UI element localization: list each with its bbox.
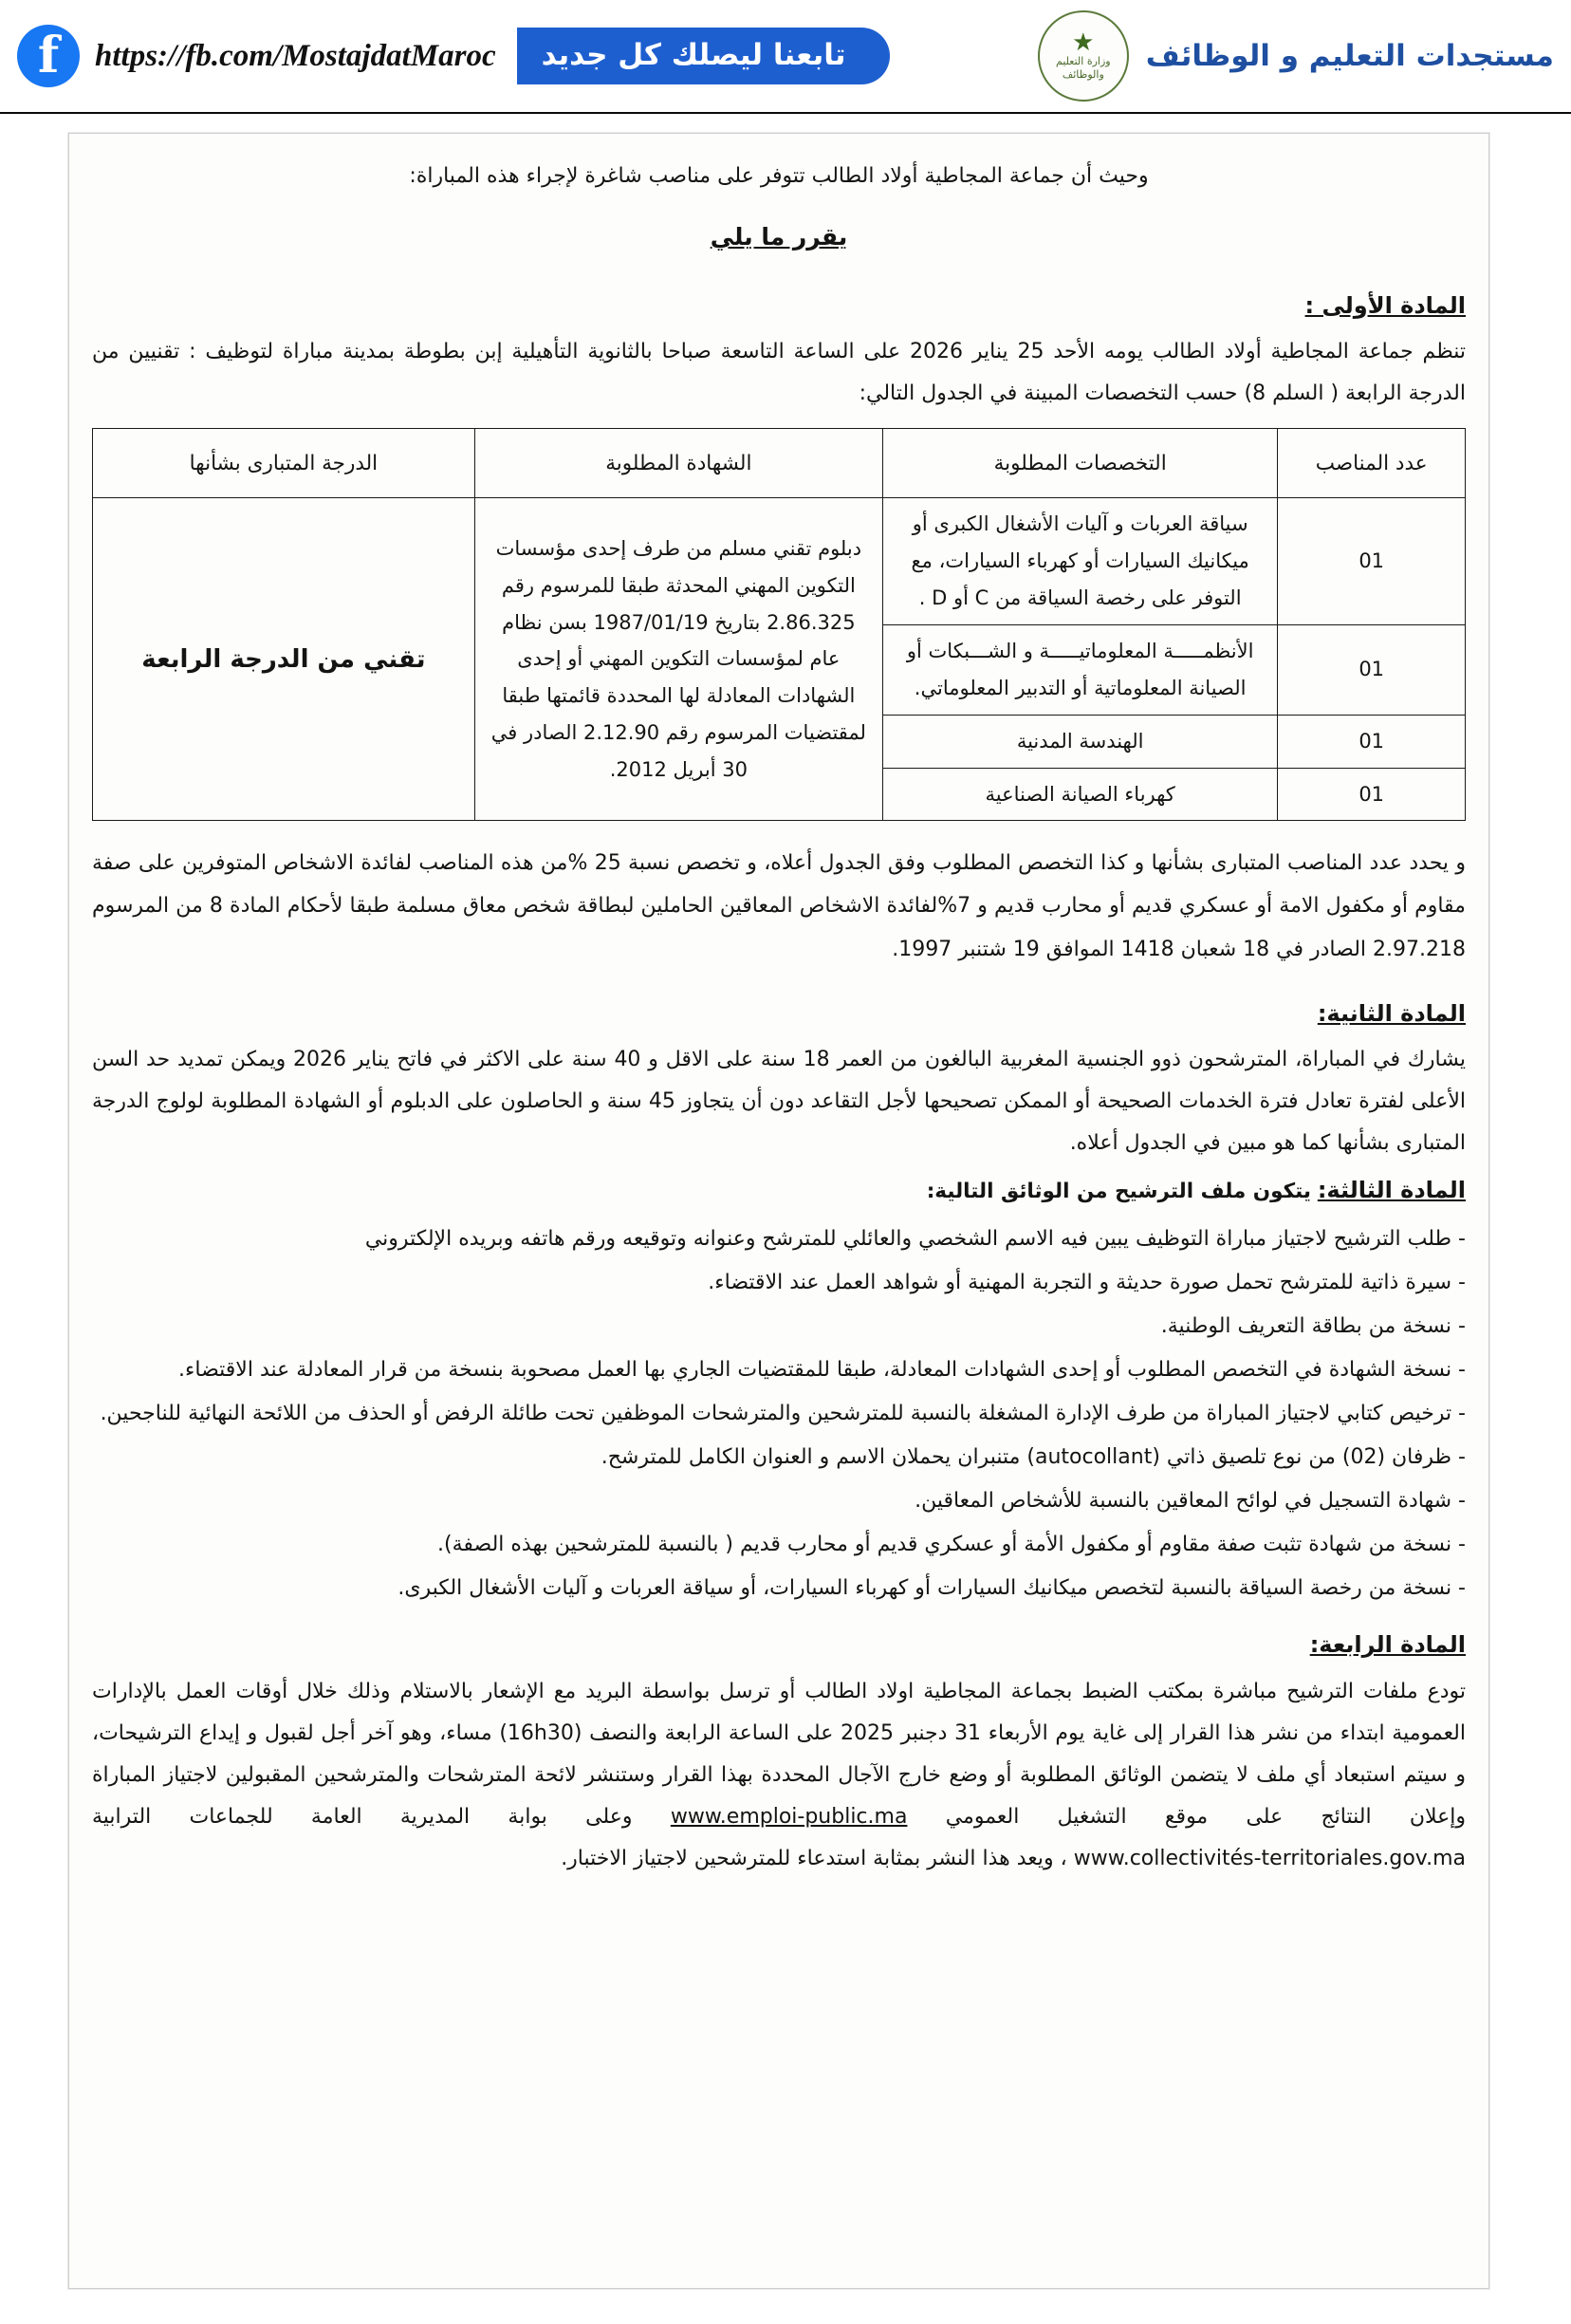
list-item: - سيرة ذاتية للمترشح تحمل صورة حديثة و التجربة المهنية أو شواهد العمل عند الاقتضاء.	[708, 1271, 1466, 1295]
cell-grade: تقني من الدرجة الرابعة	[93, 498, 475, 821]
article-4-text-part3: ، ويعد هذا النشر بمثابة استدعاء للمترشحين لاجتياز الاختبار.	[561, 1847, 1067, 1871]
emblem-icon	[1038, 10, 1129, 102]
emblem-line2: وزارة التعليم	[1056, 55, 1111, 68]
list-item: - نسخة من بطاقة التعريف الوطنية.	[1160, 1314, 1466, 1339]
list-item: - شهادة التسجيل في لوائح المعاقين بالنسبة للأشخاص المعاقين.	[915, 1489, 1466, 1514]
emploi-public-link[interactable]: www.emploi-public.ma	[670, 1805, 908, 1830]
th-diploma: الشهادة المطلوبة	[474, 429, 882, 498]
table-header-row	[93, 429, 1466, 498]
th-grade: الدرجة المتبارى بشأنها	[93, 429, 475, 498]
emblem-line3: والوظائف	[1062, 68, 1104, 81]
follow-us-tag: تابعنا ليصلك كل جديد	[517, 28, 890, 84]
article-1-text: تنظم جماعة المجاطية أولاد الطالب يومه الأحد 25 يناير 2026 على الساعة التاسعة صباحا بالثانوية التأهيلية إبن بطوطة بمدينة مباراة لتوظيف : تقنيين من الدرجة الرابعة ( السلم 8) حسب التخصصات المبينة في الجدول التالي:	[92, 340, 1466, 406]
required-documents-list	[92, 1218, 1466, 1609]
article-2-heading: المادة الثانية:	[1317, 999, 1466, 1027]
cell-specialty: سياقة العربات و آليات الأشغال الكبرى أو ميكانيك السيارات أو كهرباء السيارات، مع التوفر على رخصة السياقة من C أو D .	[882, 498, 1277, 625]
star-glyph: ★	[1072, 28, 1095, 58]
intro-paragraph: وحيث أن جماعة المجاطية أولاد الطالب تتوفر على مناصب شاغرة لإجراء هذه المباراة:	[409, 164, 1149, 188]
facebook-url[interactable]: https://fb.com/MostajdatMaroc	[95, 38, 496, 73]
article-4-heading: المادة الرابعة:	[1309, 1631, 1466, 1659]
cell-specialty: كهرباء الصيانة الصناعية	[882, 768, 1277, 821]
article-4-text-part1: تودع ملفات الترشيح مباشرة بمكتب الضبط بجماعة المجاطية اولاد الطالب أو ترسل بواسطة البريد مع الإشعار بالاستلام وذلك خلال أوقات العمل بالإدارات العمومية ابتداء من نشر هذا القرار إلى غاية يوم الأربعاء 31 دجنبر 2025 على الساعة الرابعة والنصف (16h30) مساء، وهو آخر أجل لقبول و إيداع الترشيحات، و سيتم استبعاد أي ملف لا يتضمن الوثائق المطلوبة أو وضع خارج الآجال المحددة بهذا القرار وستنشر لائحة المترشحات والمترشحين المقبولين لاجتياز المباراة وإعلان النتائج على موقع التشغيل العمومي	[92, 1680, 1467, 1830]
th-specialties: التخصصات المطلوبة	[882, 429, 1277, 498]
list-item: - طلب الترشيح لاجتياز مباراة التوظيف يبين فيه الاسم الشخصي والعائلي للمترشح وعنوانه وتوقيعه ورقم هاتفه وبريده الإلكتروني	[364, 1227, 1466, 1252]
cell-specialty: الهندسة المدنية	[882, 715, 1277, 768]
cell-count: 01	[1278, 715, 1466, 768]
list-item: - نسخة من شهادة تثبت صفة مقاوم أو مكفول الأمة أو عسكري قديم أو محارب قديم ( بالنسبة للمترشحين بهذه الصفة).	[437, 1533, 1466, 1557]
quota-note: و يحدد عدد المناصب المتبارى بشأنها و كذا التخصص المطلوب وفق الجدول أعلاه، و تخصص نسبة 25 %من هذه المناصب لفائدة الاشخاص المتوفرين على صفة مقاوم أو مكفول الامة أو عسكري قديم أو محارب قديم و 7%لفائدة الاشخاص المعاقين الحاملين لبطاقة شخص معاق مسلمة طبقا لأحكام المادة 8 من المرسوم 2.97.218 الصادر في 18 شعبان 1418 الموافق 19 شتنبر 1997.	[92, 851, 1466, 961]
article-4-text	[92, 1671, 1466, 1880]
cell-diploma: دبلوم تقني مسلم من طرف إحدى مؤسسات التكوين المهني المحدثة طبقا للمرسوم رقم 2.86.325 بتاريخ 1987/01/19 بسن نظام عام لمؤسسات التكوين المهني أو إحدى الشهادات المعادلة لها المحددة قائمتها طبقا لمقتضيات المرسوم رقم 2.12.90 الصادر في 30 أبريل 2012.	[474, 498, 882, 821]
article-4-text-part2: وعلى بوابة المديرية العامة للجماعات الترابية	[92, 1805, 633, 1830]
banner-title: مستجدات التعليم و الوظائف	[1145, 39, 1554, 73]
table-row	[93, 498, 1466, 625]
article-3-lead: يتكون ملف الترشيح من الوثائق التالية:	[926, 1180, 1311, 1204]
banner-right-group	[1038, 10, 1571, 102]
article-3-block	[92, 1168, 1466, 1213]
document-body	[92, 149, 1466, 2278]
top-banner	[0, 0, 1571, 114]
list-item: - ترخيص كتابي لاجتياز المباراة من طرف الإدارة المشغلة بالنسبة للمترشحين والمترشحات الموظفين تحت طائلة الرفض أو الحذف من اللائحة النهائية للناجحين.	[100, 1402, 1466, 1426]
th-count: عدد المناصب	[1278, 429, 1466, 498]
cell-specialty: الأنظمـــــة المعلوماتيـــــة و الشـــبكات أو الصيانة المعلوماتية أو التدبير المعلوماتي.	[882, 624, 1277, 715]
cell-count: 01	[1278, 768, 1466, 821]
article-1-heading: المادة الأولى :	[1304, 291, 1466, 319]
article-3-heading: المادة الثالثة:	[1317, 1177, 1466, 1204]
list-item: - ظرفان (02) من نوع تلصيق ذاتي (autocollant) متنبران يحملان الاسم و العنوان الكامل للمترشح.	[601, 1445, 1466, 1470]
cell-count: 01	[1278, 498, 1466, 625]
decides-heading: يقرر ما يلي	[710, 222, 848, 251]
cell-count: 01	[1278, 624, 1466, 715]
list-item: - نسخة من رخصة السياقة بالنسبة لتخصص ميكانيك السيارات أو كهرباء السيارات، أو سياقة العربات و آليات الأشغال الكبرى.	[397, 1576, 1466, 1601]
article-2-text: يشارك في المباراة، المترشحون ذوو الجنسية المغربية البالغون من العمر 18 سنة على الاقل و 40 سنة على الاكثر في فاتح يناير 2026 ويمكن تمديد حد السن الأعلى لفترة تعادل فترة الخدمات الصحيحة أو الممكن تصحيحها لأجل التقاعد دون أن يتجاوز 45 سنة و الحاصلون على الدبلوم أو الشهادة المطلوبة لولوج الدرجة المتبارى بشأنها كما هو مبين في الجدول أعلاه.	[92, 1048, 1467, 1156]
list-item: - نسخة الشهادة في التخصص المطلوب أو إحدى الشهادات المعادلة، طبقا للمقتضيات الجاري بها العمل مصحوبة بنسخة من قرار المعادلة عند الاقتضاء.	[178, 1358, 1466, 1383]
positions-table	[92, 428, 1466, 821]
document-page	[68, 133, 1489, 2289]
collectivites-link[interactable]: www.collectivités-territoriales.gov.ma	[1073, 1847, 1466, 1871]
facebook-icon[interactable]: f	[17, 25, 80, 87]
